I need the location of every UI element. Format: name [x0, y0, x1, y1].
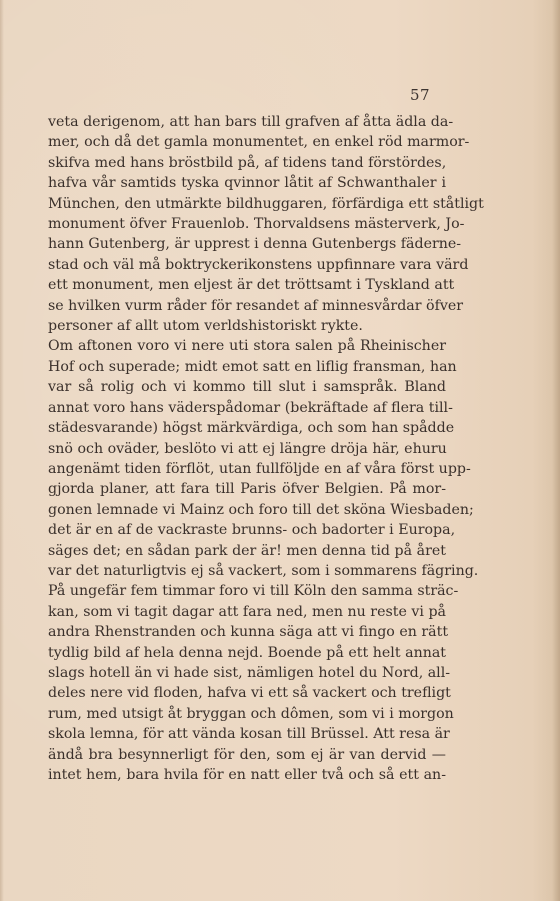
text-line: annat voro hans väderspådomar (bekräftade af flera till- [48, 399, 453, 416]
text-line: veta derigenom, att han bars till grafven af åtta ädla da- [48, 114, 454, 130]
text-line: städesvarande) högst märkvärdiga, och som han spådde [48, 420, 455, 437]
text-line: kan, som vi tagit dagar att fara ned, men nu reste vi på [48, 603, 446, 620]
text-line: München, den utmärkte bildhuggaren, förfärdiga ett ståtligt [48, 195, 484, 212]
text-line: gonen lemnade vi Mainz och foro till det sköna Wiesbaden; [48, 501, 474, 518]
text-line: tydlig bild af hela denna nejd. Boende på ett helt annat [48, 644, 446, 661]
page-number: 57 [410, 86, 431, 104]
text-line: Hof och superade; midt emot satt en liflig fransman, han [48, 358, 457, 375]
text-line: var det naturligtvis ej så vackert, som i sommarens fägring. [48, 562, 479, 579]
text-line: skifva med hans bröstbild på, af tidens tand förstördes, [48, 154, 447, 171]
text-line: ett monument, men eljest är det tröttsamt i Tyskland att [48, 277, 455, 294]
text-line: angenämt tiden förflöt, utan fullföljde en af våra först upp- [48, 460, 471, 477]
text-line: På ungefär fem timmar foro vi till Köln den samma sträc- [48, 583, 459, 600]
body-text [48, 112, 484, 785]
text-line: mer, och då det gamla monumentet, en enkel röd marmor- [48, 134, 470, 151]
text-line: rum, med utsigt åt bryggan och dômen, som vi i morgon [48, 705, 454, 722]
text-line: skola lemna, för att vända kosan till Brüssel. Att resa är [48, 726, 450, 743]
text-line: intet hem, bara hvila för en natt eller två och så ett an- [48, 767, 446, 783]
text-line: deles nere vid floden, hafva vi ett så vackert och trefligt [48, 685, 451, 702]
text-line: se hvilken vurm råder för resandet af minnesvårdar öfver [48, 297, 464, 314]
text-line: gjorda planer, att fara till Paris öfver Belgien. På mor- [48, 481, 446, 498]
text-line: det är en af de vackraste brunns- och badorter i Europa, [48, 522, 456, 539]
text-line: andra Rhenstranden och kunna säga att vi fingo en rätt [48, 624, 449, 641]
text-line: slags hotell än vi hade sist, nämligen hotel du Nord, all- [48, 664, 451, 681]
text-line: var så rolig och vi kommo till slut i samspråk. Bland [48, 379, 446, 396]
text-line: personer af allt utom verldshistoriskt rykte. [48, 318, 363, 335]
text-line: ändå bra besynnerligt för den, som ej är van dervid — [48, 746, 446, 763]
text-line: monument öfver Frauenlob. Thorvaldsens mästerverk, Jo- [48, 216, 465, 233]
text-line: hann Gutenberg, är upprest i denna Gutenbergs fäderne- [48, 236, 462, 253]
text-line: säges det; en sådan park der är! men denna tid på året [48, 542, 446, 559]
text-line: snö och oväder, beslöto vi att ej längre dröja här, ehuru [48, 440, 447, 457]
page-left-edge-shadow [0, 0, 4, 901]
text-line: Om aftonen voro vi nere uti stora salen på Rheinischer [48, 338, 446, 355]
page-right-edge-shadow [552, 0, 560, 901]
text-line: stad och väl må boktryckerikonstens uppfinnare vara värd [48, 256, 469, 273]
text-line: hafva vår samtids tyska qvinnor låtit af Schwanthaler i [48, 175, 446, 192]
